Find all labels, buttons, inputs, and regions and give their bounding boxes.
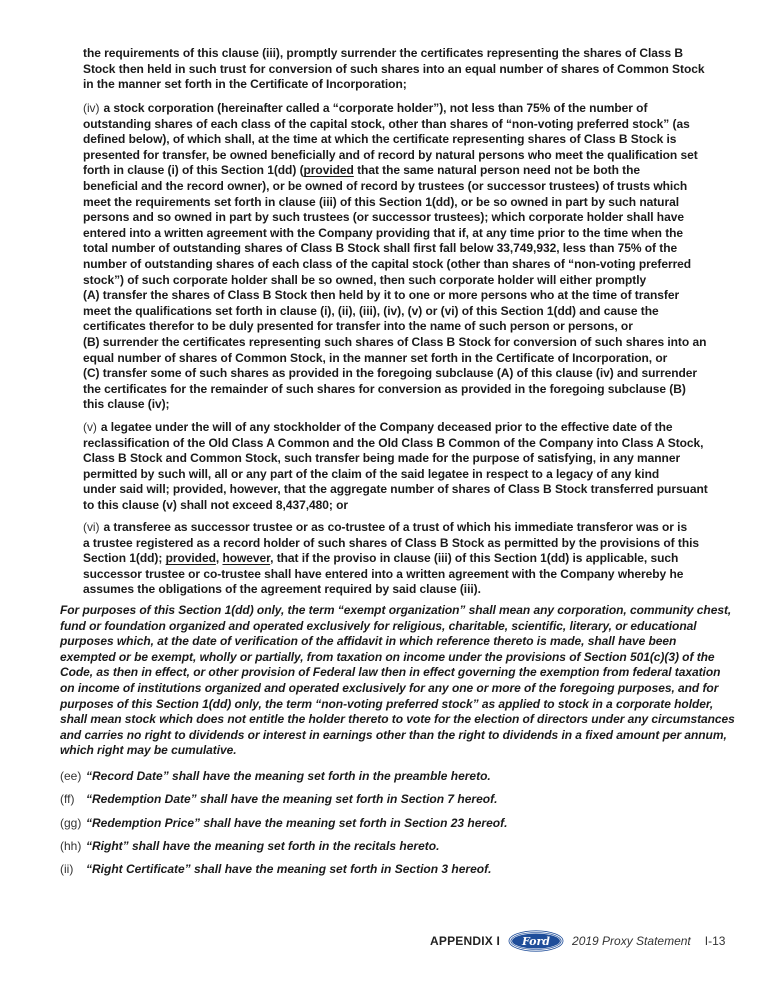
text-line: a transferee as successor trustee or as co-trustee of a trust of which his immediate transferor was or is <box>103 520 688 534</box>
definition-number: (ff) <box>60 792 75 806</box>
text-line: stock”) of such corporate holder shall be so owned, then such corporate holder will either promptly <box>83 272 647 287</box>
text-line: permitted by such will, all or any part of the claim of the said legatee in respect to a legacy of any kind <box>83 466 660 481</box>
text-line: a legatee under the will of any stockholder of the Company deceased prior to the effective date of the <box>100 420 673 434</box>
exempt-organization-paragraph <box>60 603 735 759</box>
definition-ff <box>60 792 497 807</box>
text-line: purposes of this Section 1(dd) only, the term “non-voting preferred stock” as applied to stock in a corporate holder, <box>60 696 714 711</box>
text-fragment: , <box>215 551 223 566</box>
text-line: purposes which, at the date of verification of the affidavit in which reference thereto is made, shall have been <box>60 634 677 649</box>
text-fragment: forth in clause (i) of this Section 1(dd) ( <box>83 163 304 178</box>
text-line: a stock corporation (hereinafter called a “corporate holder”), not less than 75% of the number of <box>103 101 648 115</box>
definition-text: “Right” shall have the meaning set forth in the recitals hereto. <box>86 839 440 853</box>
subclause-a: (A) transfer the shares of Class B Stock then held by it to one or more persons who at the time of transfer <box>83 288 680 303</box>
text-line: under said will; provided, however, that the aggregate number of shares of Class B Stock transferred pursuant <box>83 482 708 497</box>
text-fragment: , that if the proviso in clause (iii) of this Section 1(dd) is applicable, such <box>270 551 679 566</box>
text-line: meet the qualifications set forth in clause (i), (ii), (iii), (iv), (v) or (vi) of this Section 1(dd) and cause the <box>83 303 659 318</box>
clause-iv <box>83 101 715 413</box>
page-number: I-13 <box>704 934 726 948</box>
definition-text: “Right Certificate” shall have the meaning set forth in Section 3 hereof. <box>86 862 492 876</box>
definition-text: “Redemption Date” shall have the meaning set forth in Section 7 hereof. <box>86 792 498 806</box>
definition-number: (hh) <box>60 839 82 853</box>
clause-number: (vi) <box>83 520 100 534</box>
clause-v <box>83 420 715 514</box>
definition-text: “Redemption Price” shall have the meaning set forth in Section 23 hereof. <box>86 816 508 830</box>
text-line: equal number of shares of Common Stock, in the manner set forth in the Certificate of Incorporation, or <box>83 350 668 365</box>
text-line: entered into a written agreement with the Company providing that if, at any time prior to the time when the <box>83 225 684 240</box>
ford-logo-icon <box>508 930 564 952</box>
clause-number: (v) <box>83 420 97 434</box>
appendix-label: APPENDIX I <box>430 934 501 948</box>
text-line: on income of institutions organized and operated exclusively for any one or more of the foregoing purposes, and for <box>60 680 719 695</box>
page-footer <box>430 930 725 952</box>
text-line: exempted or be exempt, wholly or partially, from taxation on income under the provisions of Section 501(c)(3) of the <box>60 649 715 664</box>
text-line: Code, as then in effect, or other provision of Federal law then in effect governing the exemption from federal taxation <box>60 665 721 680</box>
clause-iii-continuation <box>83 46 715 93</box>
provided-underlined: provided <box>165 551 216 566</box>
text-line: a trustee registered as a record holder of such shares of Class B Stock as permitted by the provisions of this <box>83 535 700 550</box>
text-line: persons and so owned in part by such trustees (or successor trustees); which corporate holder shall have <box>83 210 684 225</box>
definition-ii <box>60 862 491 877</box>
proxy-statement-label: 2019 Proxy Statement <box>572 934 691 948</box>
text-line: successor trustee or co-trustee shall have entered into a written agreement with the Company whereby he <box>83 566 684 581</box>
clause-number: (iv) <box>83 101 100 115</box>
subclause-c: (C) transfer some of such shares as provided in the foregoing subclause (A) of this clause (iv) and surrender <box>83 366 698 381</box>
definition-gg <box>60 816 507 831</box>
text-line: assumes the obligations of the agreement required by said clause (iii). <box>83 582 481 597</box>
text-line: reclassification of the Old Class A Common and the Old Class B Common of the Company into Class A Stock, <box>83 435 704 450</box>
text-line: in the manner set forth in the Certificate of Incorporation; <box>83 77 407 92</box>
text-line: the requirements of this clause (iii), promptly surrender the certificates representing the shares of Class B <box>83 46 684 60</box>
text-line: meet the requirements set forth in clause (iii) of this Section 1(dd), or be so owned in part by such natural <box>83 194 679 209</box>
text-fragment: that the same natural person need not be both the <box>353 163 641 178</box>
definition-number: (gg) <box>60 816 82 830</box>
text-line: fund or foundation organized and operated exclusively for religious, charitable, scientific, literary, or educational <box>60 618 697 633</box>
however-underlined: however <box>222 551 271 566</box>
subclause-b: (B) surrender the certificates representing such shares of Class B Stock for conversion of such shares into an <box>83 334 707 349</box>
clause-vi <box>83 520 715 598</box>
definition-hh <box>60 839 439 854</box>
text-line: Class B Stock and Common Stock, such transfer being made for the purpose of satisfying, in any manner <box>83 451 681 466</box>
definition-ee <box>60 769 491 784</box>
definition-number: (ii) <box>60 862 74 876</box>
text-line: this clause (iv); <box>83 397 170 412</box>
text-line: shall mean stock which does not entitle the holder thereto to vote for the election of directors under any circumstances <box>60 712 735 727</box>
text-line: presented for transfer, be owned beneficially and of record by natural persons who meet the qualification set <box>83 147 698 162</box>
text-line: beneficial and the record owner), or be owned of record by trustees (or successor trustees) of trusts which <box>83 178 688 193</box>
definition-number: (ee) <box>60 769 82 783</box>
text-fragment: Section 1(dd); <box>83 551 166 566</box>
text-line: total number of outstanding shares of Class B Stock shall first fall below 33,749,932, less than 75% of the <box>83 241 678 256</box>
text-line: number of outstanding shares of each class of the capital stock (other than shares of “non-voting preferred <box>83 256 692 271</box>
text-line: to this clause (v) shall not exceed 8,437,480; or <box>83 497 348 512</box>
provided-underlined: provided <box>303 163 354 178</box>
text-line: which right may be cumulative. <box>60 743 237 758</box>
text-line: the certificates for the remainder of such shares for conversion as provided in the foregoing subclause (B) <box>83 381 686 396</box>
text-line: outstanding shares of each class of the capital stock, other than shares of “non-voting preferred stock” (as <box>83 116 690 131</box>
text-line: and carries no right to dividends or interest in earnings other than the right to dividends in a fixed amount per annum, <box>60 727 727 742</box>
text-line: certificates therefor to be duly presented for transfer into the name of such person or persons, or <box>83 319 633 334</box>
definition-text: “Record Date” shall have the meaning set forth in the preamble hereto. <box>86 769 491 783</box>
text-line: defined below), of which shall, at the time at which the certificate representing shares of Class B Stock is <box>83 132 677 147</box>
svg-text:Ford: Ford <box>521 935 551 948</box>
text-line: For purposes of this Section 1(dd) only, the term “exempt organization” shall mean any corporation, community chest, <box>60 603 732 617</box>
text-line: Stock then held in such trust for conversion of such shares into an equal number of shares of Common Stock <box>83 61 705 76</box>
